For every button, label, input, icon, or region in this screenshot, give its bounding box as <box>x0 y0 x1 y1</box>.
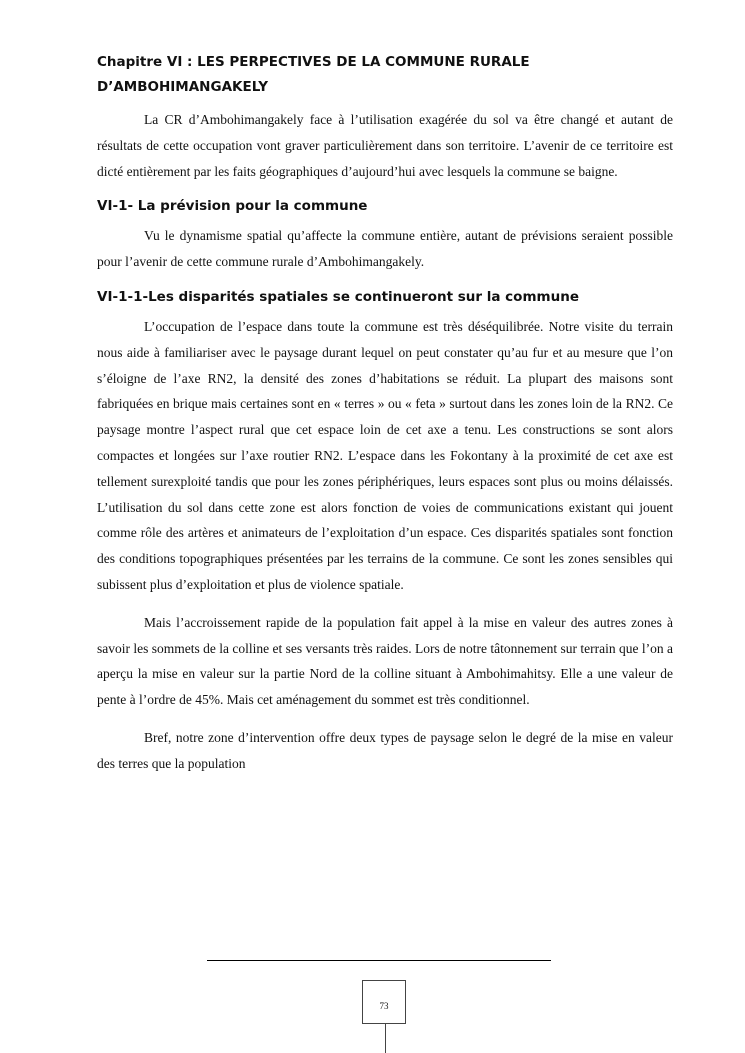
intro-paragraph: La CR d’Ambohimangakely face à l’utilisation exagérée du sol va être changé et autant de résultats de cette occupation vont graver particulièrement dans son territoire. L’avenir de ce territoire est dicté entièrement par les faits géographiques d’aujourd’hui avec lesquels la commune se baigne. <box>97 112 673 179</box>
page-number-box <box>362 980 406 1024</box>
page-number-stem <box>385 1024 386 1053</box>
section-heading-vi-1-1: VI-1-1-Les disparités spatiales se continueront sur la commune <box>97 288 579 305</box>
section-vi-1-1-paragraph-1: L’occupation de l’espace dans toute la commune est très déséquilibrée. Notre visite du terrain nous aide à familiariser avec le paysage durant lequel on peut constater qu’au fur et au mesure que l’on s’éloigne de l’axe RN2, la densité des zones d’habitations se réduit. La plupart des maisons sont fabriquées en brique mais certaines sont en « terres » ou « feta » surtout dans les zones loin de la RN2. Ce paysage montre l’aspect rural que cet espace loin de cet axe a tenu. Les constructions se sont alors compactes et longées sur l’axe routier RN2. L’espace dans les Fokontany à la proximité de cet axe est tellement surexploité tandis que pour les zones périphériques, leurs espaces sont plus ou moins délaissés. L’utilisation du sol dans cette zone est alors fonction de voies de communications existant qui jouent comme rôle des artères et animateurs de l’exploitation d’un espace. Ces disparités spatiales sont fonction des conditions topographiques présentées par les terrains de la commune. Ce sont les zones sensibles qui subissent plus d’exploitation et plus de violence spatiale. <box>97 318 673 592</box>
section-heading-vi-1: VI-1- La prévision pour la commune <box>97 198 368 215</box>
section-vi-1-1-paragraph-2: Mais l’accroissement rapide de la population fait appel à la mise en valeur des autres zones à savoir les sommets de la colline et ses versants très raides. Lors de notre tâtonnement sur terrain que l’on a aperçu la mise en valeur sur la partie Nord de la colline situant à Ambohimahitsy. Elle a une valeur de pente à l’ordre de 45%. Mais cet aménagement du sommet est très conditionnel. <box>97 614 673 708</box>
chapter-title: Chapitre VI : LES PERPECTIVES DE LA COMMUNE RURALE D’AMBOHIMANGAKELY <box>97 54 530 95</box>
footer-divider <box>207 960 551 961</box>
section-vi-1-1-paragraph-3: Bref, notre zone d’intervention offre deux types de paysage selon le degré de la mise en valeur des terres que la population <box>97 729 673 771</box>
page-number: 73 <box>379 1001 389 1011</box>
document-page <box>97 50 673 789</box>
section-vi-1-paragraph: Vu le dynamisme spatial qu’affecte la commune entière, autant de prévisions seraient possible pour l’avenir de cette commune rurale d’Ambohimangakely. <box>97 228 673 270</box>
